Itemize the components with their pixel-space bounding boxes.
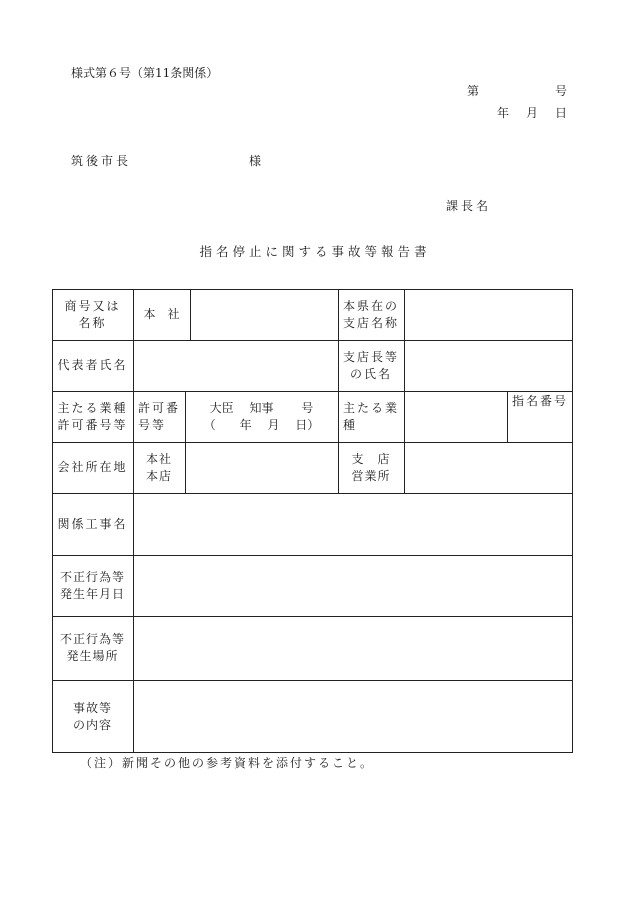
local-branch-name-label: 本県在の 支店名称 xyxy=(342,298,399,330)
head-office-label: 本 社 xyxy=(143,307,180,321)
local-branch-name-field[interactable] xyxy=(404,289,573,340)
company-name-label: 商号又は 名称 xyxy=(64,298,121,330)
form-number: 様式第６号（第11条関係） xyxy=(71,66,219,80)
number-suffix: 号 xyxy=(554,84,567,98)
head-office-address-label: 本社 本店 xyxy=(145,451,172,483)
sender-name: 課長名 xyxy=(446,199,492,213)
designation-no-label: 指名番号 xyxy=(511,394,568,408)
permit-authority: 大臣 知事 号 （ 年 月 日） xyxy=(203,400,320,432)
branch-manager-label: 支店長等 の氏名 xyxy=(342,349,399,381)
honorific: 様 xyxy=(249,154,262,168)
document-number xyxy=(467,82,567,99)
number-prefix: 第 xyxy=(467,84,480,98)
related-work-field[interactable] xyxy=(133,493,573,555)
addressee xyxy=(71,152,262,169)
branch-office-address-field[interactable] xyxy=(404,442,573,493)
permit-no-label: 許可番 号等 xyxy=(138,400,181,432)
main-business-field[interactable] xyxy=(404,391,507,442)
date-day: 日 xyxy=(554,106,567,120)
misconduct-place-field[interactable] xyxy=(133,616,573,680)
related-work-label: 関係工事名 xyxy=(57,516,128,531)
misconduct-place-label: 不正行為等 発生場所 xyxy=(59,632,125,663)
date-year: 年 xyxy=(497,106,510,120)
branch-office-label: 支 店 営業所 xyxy=(351,451,391,483)
company-address-label: 会社所在地 xyxy=(57,460,128,474)
representative-field[interactable] xyxy=(133,340,338,391)
footnote: （注）新聞その他の参考資料を添付すること。 xyxy=(80,756,375,770)
report-table xyxy=(52,289,573,753)
incident-details-field[interactable] xyxy=(133,680,573,753)
head-office-address-field[interactable] xyxy=(185,442,338,493)
incident-details-label: 事故等 の内容 xyxy=(72,700,112,732)
misconduct-date-field[interactable] xyxy=(133,555,573,616)
company-name-field[interactable] xyxy=(190,289,338,340)
main-business-label: 主たる業 種 xyxy=(343,400,400,432)
document-title: 指名停止に関する事故等報告書 xyxy=(199,244,431,259)
document-date xyxy=(497,104,567,121)
main-business-permit-label: 主たる業種 許可番号等 xyxy=(57,400,128,432)
branch-manager-field[interactable] xyxy=(404,340,573,391)
representative-label: 代表者氏名 xyxy=(57,358,128,372)
misconduct-date-label: 不正行為等 発生年月日 xyxy=(59,569,125,601)
addressee-name: 筑後市長 xyxy=(71,154,132,168)
date-month: 月 xyxy=(525,106,538,120)
